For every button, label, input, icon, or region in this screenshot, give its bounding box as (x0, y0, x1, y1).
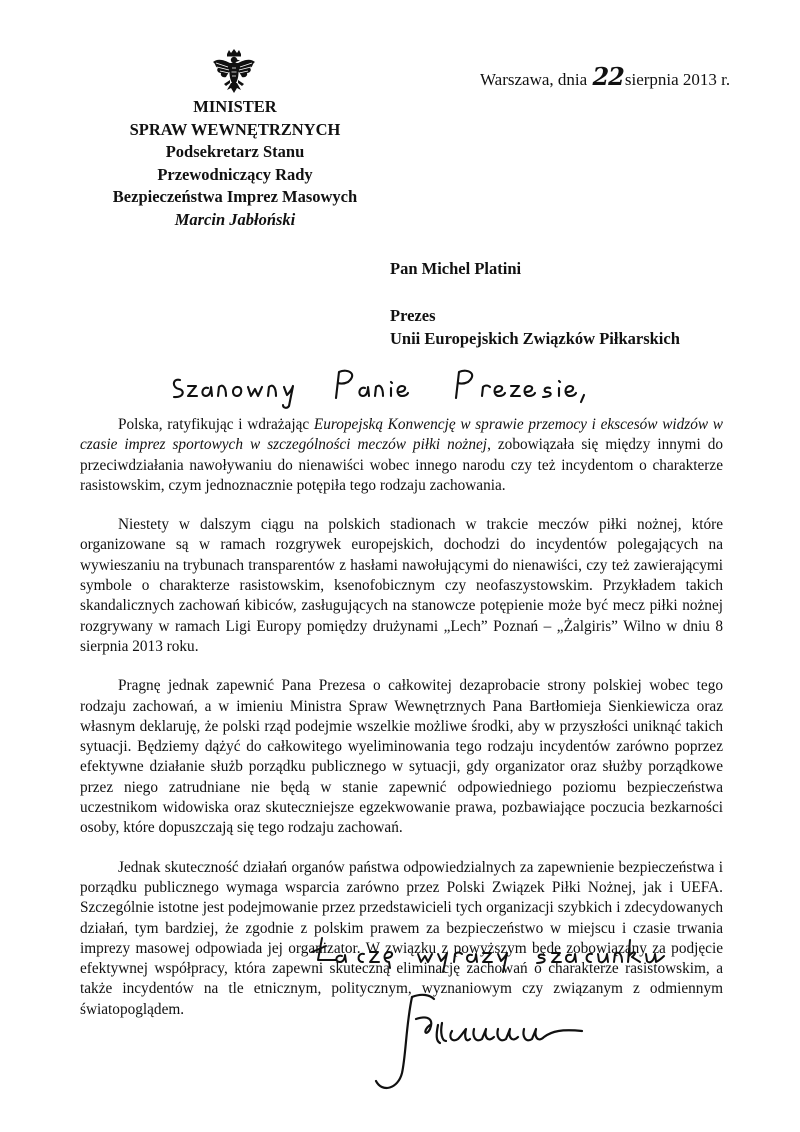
date-day-handwritten: 22 (592, 62, 624, 91)
sender-line-council: Bezpieczeństwa Imprez Masowych (112, 187, 358, 206)
recipient-title: Prezes (390, 306, 436, 325)
body-paragraph-2: Niestety w dalszym ciągu na polskich stadionach w trakcie meczów piłki nożnej, które organizowane są w ramach rozgrywek europejskich, dochodzi do incydentów polegających na wywieszaniu na trybunach transparentów z hasłami nawołującymi do nienawiści, czy też zawierającymi symbole o charakterze rasistowskim, ksenofobicznym czy neofaszystowskim. Przykładem takich skandalicznych zachowań kibiców, zasługujących na stanowcze potępienie może być mecz piłki nożnej rozgrywany w ramach Ligi Europy pomiędzy drużynami „Lech” Poznań – „Żalgiris” Wilno w dniu 8 sierpnia 2013 roku. (80, 516, 723, 655)
handwritten-salutation (166, 362, 616, 410)
handwritten-closing (308, 930, 708, 980)
recipient-name: Pan Michel Platini (390, 259, 522, 278)
body-p1-rest: , zobowiązała się między innymi do przeciwdziałania nawoływaniu do nienawiści wobec innego narodu czy też incydentom o charakterze rasistowskim, czym jednoznacznie potępiła tego rodzaju zachowania. (80, 436, 724, 494)
polish-eagle-emblem-icon (210, 48, 258, 96)
place-date-suffix: sierpnia 2013 r. (624, 70, 731, 89)
sender-name: Marcin Jabłoński (174, 209, 296, 229)
sender-line-ministry: SPRAW WEWNĘTRZNYCH (129, 119, 341, 139)
body-p1-intro: Polska, ratyfikując i wdrażając (118, 416, 314, 433)
body-paragraph-3: Pragnę jednak zapewnić Pana Prezesa o całkowitej dezaprobacie strony polskiej wobec tego rodzaju zachowań, a w imieniu Ministra Spraw Wewnętrznych Pana Bartłomieja Sienkiewicza oraz własnym deklaruję, że polski rząd podejmie wszelkie możliwe środki, aby w przyszłości uniknąć takich sytuacji. Będziemy dążyć do całkowitego wyeliminowania tego rodzaju incydentów zarówno poprzez efektywne działanie służb porządku publicznego w sytuacji, gdy organizator oraz służby porządkowe przez niego zatrudniane nie będą w stanie zapewnić odpowiedniego poziomu bezpieczeństwa uczestnikom widowiska oraz skuteczniejsze egzekwowanie prawa, pozbawiające poczucia bezkarności osoby, które dopuszczają się tego rodzaju zachowań. (80, 677, 723, 837)
body-paragraph-1 (80, 415, 723, 496)
body-paragraph-4: Jednak skuteczność działań organów państwa odpowiedzialnych za zapewnienie bezpieczeństwa i porządku publicznego wymaga wsparcia zarówno przez Polski Związek Piłki Nożnej, jak i UEFA. Szczególnie istotne jest podejmowanie przez przedstawicieli tych organizacji szybkich i zdecydowanych działań, tym bardziej, że zgodnie z polskim prawem za bezpieczeństwo w miejscu i czasie trwania imprezy masowej odpowiada jej organizator. W związku z powyższym będę zobowiązany za podjęcie efektywnej współpracy, która zapewni skuteczną eliminację zachowań o charakterze rasistowskim, a także incydentów na tle etnicznym, politycznym, wyznaniowym czy związanym z odmiennym światopoglądem. (80, 858, 723, 1018)
sender-line-position: Podsekretarz Stanu (165, 142, 305, 161)
sender-line-role: Przewodniczący Rady (157, 164, 313, 184)
body-p1-convention-title: Europejską Konwencję w sprawie przemocy i ekscesów widzów w czasie imprez sportowych w szczególności meczów piłki nożnej (80, 416, 723, 454)
recipient-spacer (390, 280, 680, 304)
recipient-organization: Unii Europejskich Związków Piłkarskich (390, 329, 680, 348)
handwritten-signature (372, 985, 602, 1095)
place-date-prefix: Warszawa, dnia (480, 70, 588, 89)
sender-block (80, 96, 390, 231)
sender-line-minister: MINISTER (193, 97, 277, 116)
place-and-date (480, 62, 730, 91)
recipient-block (390, 257, 680, 350)
